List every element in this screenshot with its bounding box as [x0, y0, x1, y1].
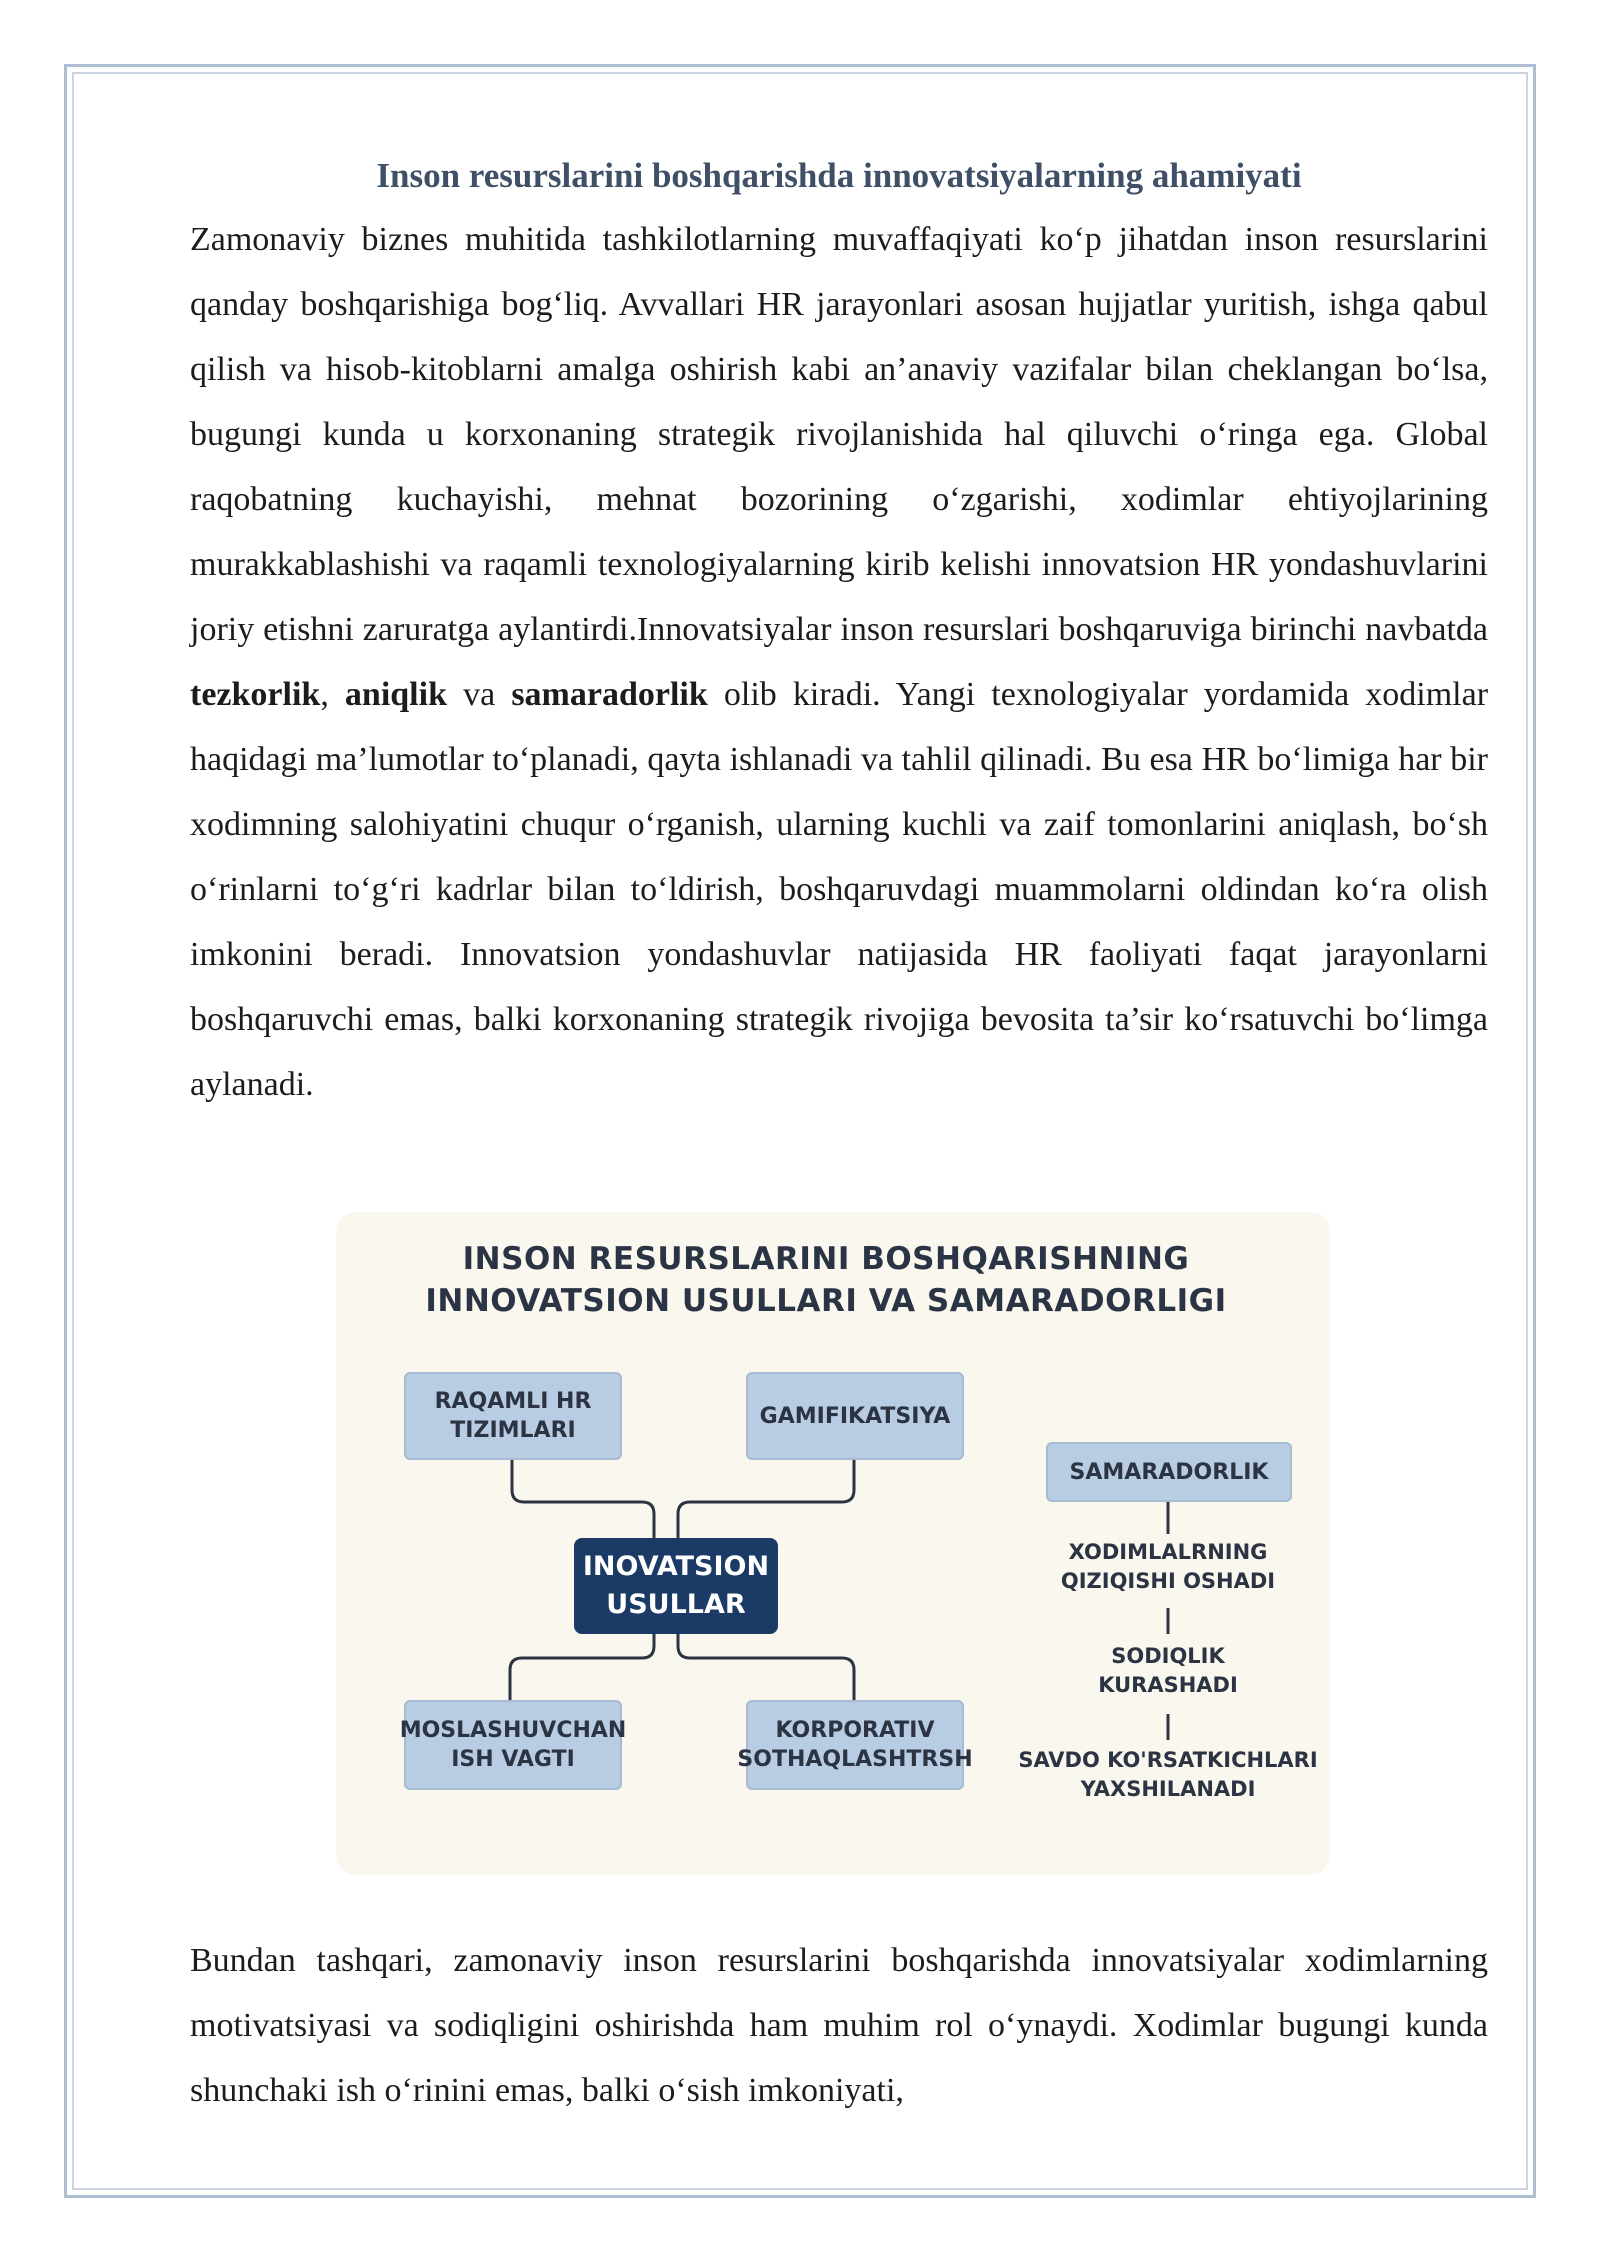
box-digital-hr-systems — [404, 1372, 622, 1460]
connector-corporate — [678, 1634, 854, 1700]
box-gamification — [746, 1372, 964, 1460]
diagram-title-line1: INSON RESURSLARINI BOSHQARISHNING — [462, 1241, 1190, 1277]
box-gamification-label: GAMIFIKATSIYA — [759, 1403, 951, 1429]
result1-line1: XODIMLALRNING — [1068, 1540, 1268, 1564]
result1-line2: QIZIQISHI OSHADI — [1060, 1569, 1276, 1593]
result-loyalty — [1018, 1642, 1318, 1700]
box-flexible-line1: MOSLASHUVCHAN — [399, 1718, 627, 1743]
paragraph-continuation: Bundan tashqari, zamonaviy inson resurslarini boshqarishda innovatsiyalar xodimlarning motivatsiyasi va sodiqligini oshirishda ham muhim rol o‘ynaydi. Xodimlar bugungi kunda shunchaki ish o‘rinini emas, balki o‘sish imkoniyati, — [190, 1942, 1488, 2109]
center-line1: INOVATSION — [582, 1551, 770, 1582]
paragraph-intro — [190, 207, 1488, 1117]
connector-gamification — [678, 1460, 854, 1538]
document-title: Inson resurslarini boshqarishda innovatsiyalarning ahamiyati — [376, 156, 1302, 195]
center-line2: USULLAR — [606, 1589, 746, 1620]
bold-term-accuracy: aniqlik — [344, 676, 447, 713]
connector-digital-hr — [512, 1460, 654, 1538]
diagram-title-line2: INNOVATSION USULLARI VA SAMARADORLIGI — [425, 1283, 1227, 1319]
result2-line1: SODIQLIK — [1111, 1644, 1225, 1668]
result3-line2: YAXSHILANADI — [1080, 1777, 1256, 1801]
box-innovation-methods — [574, 1538, 778, 1634]
box-corporate-line1: KORPORATIV — [775, 1718, 935, 1743]
box-digital-line2: TIZIMLARI — [450, 1418, 576, 1443]
result-interest-increases — [1018, 1538, 1318, 1596]
separator-and: va — [463, 676, 496, 713]
result3-line1: SAVDO KO'RSATKICHLARI — [1018, 1748, 1318, 1772]
box-efficiency-label: SAMARADORLIK — [1069, 1459, 1269, 1485]
separator-comma: , — [320, 676, 329, 713]
diagram-title — [336, 1238, 1316, 1322]
connector-flexible-time — [510, 1634, 654, 1700]
box-digital-line1: RAQAMLI HR — [434, 1389, 592, 1414]
box-efficiency — [1046, 1442, 1292, 1502]
paragraph-intro-part1: Zamonaviy biznes muhitida tashkilotlarning muvaffaqiyati ko‘p jihatdan inson resurslarini qanday boshqarishiga bog‘liq. Avvallari HR jarayonlari asosan hujjatlar yuritish, ishga qabul qilish va hisob-kitoblarni amalga oshirish kabi an’anaviy vazifalar bilan cheklangan bo‘lsa, bugungi kunda u korxonaning strategik rivojlanishida hal qiluvchi o‘ringa ega. Global raqobatning kuchayishi, mehnat bozorining o‘zgarishi, xodimlar ehtiyojlarining murakkablashishi va raqamli texnologiyalarning kirib kelishi innovatsion HR yondashuvlarini joriy etishni zaruratga aylantirdi.Innovatsiyalar inson resurslari boshqaruviga birinchi navbatda — [190, 221, 1488, 648]
result-sales-improve — [1008, 1746, 1328, 1804]
box-flexible-work-time — [399, 1700, 627, 1790]
bold-term-speed: tezkorlik — [190, 676, 321, 713]
innovation-methods-diagram — [336, 1212, 1330, 1875]
box-flexible-line2: ISH VAGTI — [451, 1747, 575, 1772]
box-corporate-line2: SOTHAQLASHTRSH — [737, 1747, 973, 1772]
result2-line2: KURASHADI — [1098, 1673, 1238, 1697]
paragraph-intro-part2: olib kiradi. Yangi texnologiyalar yordamida xodimlar haqidagi ma’lumotlar to‘planadi, qayta ishlanadi va tahlil qilinadi. Bu esa HR bo‘limiga har bir xodimning salohiyatini chuqur o‘rganish, ularning kuchli va zaif tomonlarini aniqlash, bo‘sh o‘rinlarni to‘g‘ri kadrlar bilan to‘ldirish, boshqaruvdagi muammolarni oldindan ko‘ra olish imkonini beradi. Innovatsion yondashuvlar natijasida HR faoliyati faqat jarayonlarni boshqaruvchi emas, balki korxonaning strategik rivojiga bevosita ta’sir ko‘rsatuvchi bo‘limga aylanadi. — [190, 676, 1489, 1103]
bold-term-efficiency: samaradorlik — [511, 676, 708, 713]
box-corporate — [737, 1700, 973, 1790]
